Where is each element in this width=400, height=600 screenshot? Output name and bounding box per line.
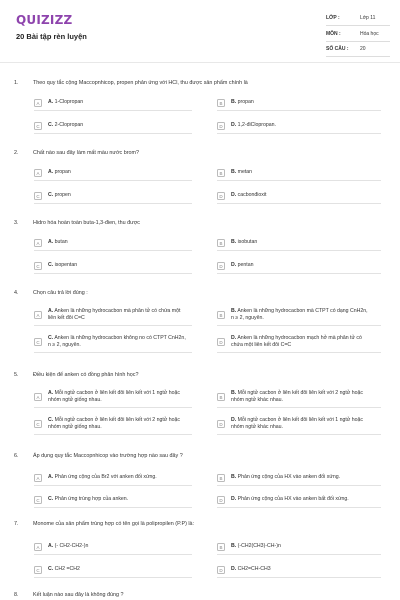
option-d[interactable]: D D. Anken là những hydrocacbon mạch hở mà phân tử có chứa một liên kết đôi C=C [217,334,381,353]
info-count-key: SỐ CÂU : [326,46,349,52]
option-letter: C [34,496,42,504]
question-text: Điều kiện để anken có đồng phân hình học? [33,372,139,378]
option-letter: D [217,262,225,270]
option-letter: C [34,566,42,574]
option-c[interactable]: C C. Phản ứng trùng hợp của anken. [34,495,192,508]
option-a[interactable]: A A. (- CH2-CH2-)n [34,542,192,555]
option-a[interactable]: A A. 1-Clopropan [34,98,192,111]
option-letter: A [34,311,42,319]
question-number: 5. [14,372,19,378]
question-text: Chọn câu trả lời đúng : [33,290,88,296]
option-b[interactable]: B B. Mỗi ngtử cacbon ở liên kết đôi liên kết với 2 ngtử hoặc nhóm ngtử khác nhau. [217,389,381,408]
option-letter: B [217,169,225,177]
option-letter: C [34,420,42,428]
option-b[interactable]: B B. (-CH2(CH3)-CH-)n [217,542,381,555]
option-d[interactable]: D D. pentan [217,261,381,274]
option-letter: C [34,122,42,130]
option-letter: C [34,262,42,270]
option-letter: A [34,239,42,247]
question-text: Theo quy tắc cộng Maccopnhicop, propen phản ứng với HCl, thu được sản phẩm chính là [33,80,248,86]
option-a[interactable]: A A. Mỗi ngtử cacbon ở liên kết đôi liên kết với 1 ngtử hoặc nhóm ngtử giống nhau. [34,389,192,408]
info-class-key: LỚP : [326,15,340,21]
option-c[interactable]: C C. CH2 =CH2 [34,565,192,578]
option-letter: A [34,99,42,107]
option-letter: A [34,474,42,482]
option-b[interactable]: B B. Anken là những hydrocacbon mà CTPT có dạng CnH2n, n ≥ 2, nguyên. [217,307,381,326]
question-text: Hidro hóa hoàn toàn buta-1,3-đien, thu được [33,220,140,226]
quizizz-logo: QUIZIZZ [16,13,73,27]
header-divider [0,62,400,63]
question-text: Kết luận nào sau đây là không đúng ? [33,592,124,598]
question-number: 8. [14,592,19,598]
option-a[interactable]: A A. butan [34,238,192,251]
option-d[interactable]: D D. CH2=CH-CH3 [217,565,381,578]
option-d[interactable]: D D. Mỗi ngtử cacbon ở liên kết đôi liên kết với 1 ngtử hoặc nhóm ngtử khác nhau. [217,416,381,435]
info-class-value: Lớp 11 [360,15,376,21]
option-c[interactable]: C C. isopentan [34,261,192,274]
option-b[interactable]: B B. isobutan [217,238,381,251]
option-c[interactable]: C C. propen [34,191,192,204]
option-c[interactable]: C C. Mỗi ngtử cacbon ở liên kết đôi liên kết với 2 ngtử hoặc nhóm ngtử giống nhau. [34,416,192,435]
option-letter: D [217,566,225,574]
option-letter: C [34,192,42,200]
option-letter: B [217,311,225,319]
option-letter: D [217,122,225,130]
option-letter: D [217,496,225,504]
option-letter: D [217,192,225,200]
question-number: 7. [14,521,19,527]
option-letter: A [34,393,42,401]
option-d[interactable]: D D. 1,2-điClopropan. [217,121,381,134]
option-c[interactable]: C C. Anken là những hydrocacbon không no có CTPT CnH2n, n ≥ 2, nguyên. [34,334,192,353]
option-letter: B [217,99,225,107]
question-number: 4. [14,290,19,296]
option-letter: B [217,393,225,401]
option-b[interactable]: B B. metan [217,168,381,181]
worksheet-title: 20 Bài tập rèn luyện [16,32,87,41]
question-number: 3. [14,220,19,226]
option-b[interactable]: B B. propan [217,98,381,111]
option-c[interactable]: C C. 2-Clopropan [34,121,192,134]
question-number: 6. [14,453,19,459]
option-letter: D [217,338,225,346]
option-letter: D [217,420,225,428]
info-count-value: 20 [360,46,366,52]
option-letter: B [217,474,225,482]
option-b[interactable]: B B. Phản ứng cộng của HX vào anken đối xứng. [217,473,381,486]
question-number: 1. [14,80,19,86]
option-letter: C [34,338,42,346]
question-text: Áp dụng quy tắc Maccopnhicop vào trường hợp nào sau đây ? [33,453,183,459]
option-letter: A [34,543,42,551]
option-d[interactable]: D D. cacbonđioxit [217,191,381,204]
option-a[interactable]: A A. propan [34,168,192,181]
option-letter: B [217,239,225,247]
option-a[interactable]: A A. Anken là những hydrocacbon mà phân tử có chứa một liên kết đôi C=C [34,307,192,326]
question-number: 2. [14,150,19,156]
question-text: Monome của sản phẩm trùng hợp có tên gọi là polipropilen (P.P) là: [33,521,195,527]
info-subject-value: Hóa học [360,31,379,37]
option-letter: B [217,543,225,551]
question-text: Chất nào sau đây làm mất màu nước brom? [33,150,140,156]
option-d[interactable]: D D. Phản ứng cộng của HX vào anken bất đối xứng. [217,495,381,508]
info-subject-key: MÔN : [326,31,341,37]
option-a[interactable]: A A. Phản ứng cộng của Br2 với anken đối xứng. [34,473,192,486]
option-letter: A [34,169,42,177]
